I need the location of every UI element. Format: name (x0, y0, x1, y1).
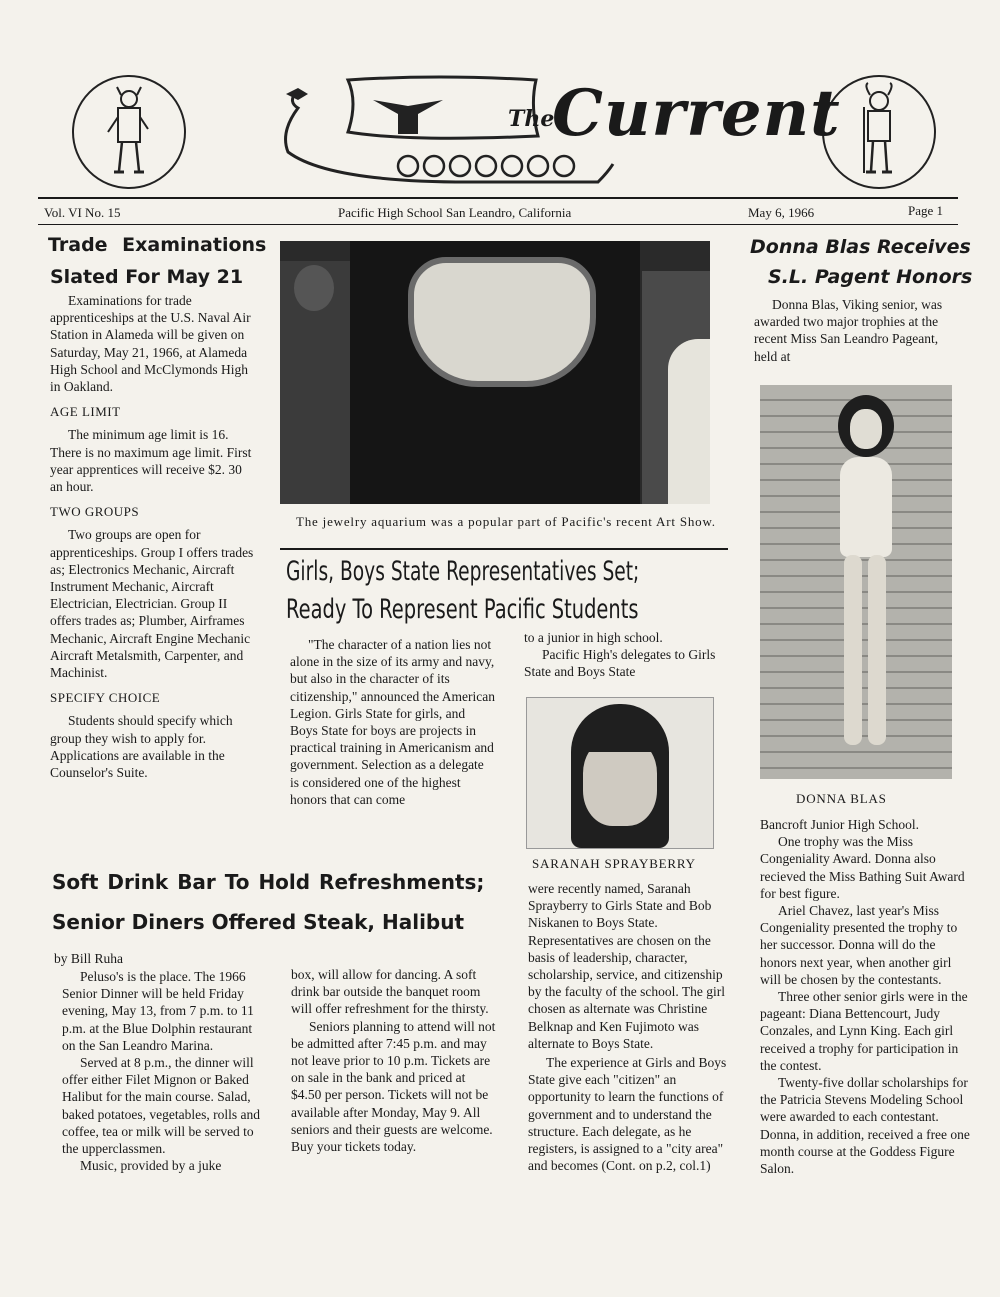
state-col2-carryover: to a junior in high school. (524, 630, 663, 645)
state-col2-p2: The experience at Girls and Boys State give each "citizen" an opportunity to learn the functions of government and to understand the structure. Each delegate, as he registers, is assigned to a "city area" and becomes (Cont. on p.2, col.1) (528, 1055, 727, 1174)
donna-intro-body (754, 296, 960, 365)
trade-subhead-specify: SPECIFY CHOICE (50, 690, 161, 706)
dinner-headline-2: Senior Diners Offered Steak, Halibut (52, 910, 465, 934)
art-show-photo (280, 241, 710, 504)
donna-caption: DONNA BLAS (796, 791, 887, 806)
left-viking-emblem (72, 75, 186, 189)
saranah-photo (526, 697, 714, 849)
state-col1-body (290, 636, 496, 808)
dinner-col2-p2: Seniors planning to attend will not be admitted after 7:45 p.m. and may not leave prior to 10 p.m. Tickets are on sale in the bank and priced at $4.50 per person. Tickets will not be available after Monday, May 9. All seniors and their guests are welcome. Buy your tickets today. (291, 1018, 496, 1155)
state-headline-1: Girls, Boys State Representatives Set; (286, 556, 640, 587)
state-col2-top (524, 629, 730, 681)
dinner-col1-p3: Music, provided by a juke (80, 1158, 222, 1174)
donna-silhouette-body (840, 457, 892, 557)
dinner-col1-p2: Served at 8 p.m., the dinner will offer either Filet Mignon or Baked Halibut for the main course. Salad, baked potatoes, vegetables, rolls and coffee, tea or milk will be served to the upperclassmen. (62, 1055, 260, 1157)
donna-headline-2: S.L. Pagent Honors (768, 266, 973, 288)
dinner-col1-body (62, 968, 268, 1174)
viking-figure-icon (74, 77, 184, 187)
donna-p1: One trophy was the Miss Congeniality Award. Donna also recieved the Miss Bathing Suit Award for best figure. (760, 834, 965, 901)
trade-intro: Examinations for trade apprenticeships at the U.S. Naval Air Station in Alameda will be given on Saturday, May 21, 1966, at Alameda High School and McClymonds High in Oakland. (50, 293, 251, 395)
center-divider-rule (280, 548, 728, 550)
donna-p4: Twenty-five dollar scholarships for the Patricia Stevens Modeling School were awarded to each contestant. Donna, in addition, received a free one month course at the Goddess Figure Salon. (760, 1075, 970, 1177)
dinner-col2-body (291, 966, 497, 1155)
folio-page: Page 1 (908, 203, 944, 218)
folio-volume: Vol. VI No. 15 (44, 205, 121, 220)
folio-school: Pacific High School San Leandro, California (338, 205, 572, 220)
state-col1-text: "The character of a nation lies not alone in the size of its army and navy, but also in the character of its citizenship," announced the American Legion. Girls State for girls, and Boys State for boys are projects in practical training in Americanism and government. Selection as a delegate is considered one of the highest honors that can come (290, 637, 495, 807)
donna-p3: Three other senior girls were in the pageant: Diana Bettencourt, Judy Conzales, and Lynn King. Each girl received a trophy for participation in the contest. (760, 989, 968, 1073)
folio-bottom-rule (38, 224, 958, 225)
masthead-title: Current (552, 76, 841, 151)
donna-blas-photo (760, 385, 952, 779)
dinner-byline: by Bill Ruha (54, 951, 124, 966)
state-col2-body (528, 880, 734, 1174)
donna-intro: Donna Blas, Viking senior, was awarded two major trophies at the recent Miss San Leandro Pageant, held at (754, 297, 943, 364)
saranah-caption: SARANAH SPRAYBERRY (532, 856, 696, 871)
trade-subhead-two-groups: TWO GROUPS (50, 504, 140, 520)
state-headline-2: Ready To Represent Pacific Students (286, 594, 639, 625)
viking-ship-logo (268, 72, 841, 190)
trade-headline-2: Slated For May 21 (50, 266, 244, 288)
donna-p0: Bancroft Junior High School. (760, 817, 919, 832)
masthead-the: The (508, 106, 555, 132)
trade-para-age: The minimum age limit is 16. There is no maximum age limit. First year apprentices will receive $2. 30 an hour. (50, 427, 252, 495)
donna-body (760, 816, 970, 1177)
donna-p2: Ariel Chavez, last year's Miss Congeniality presented the trophy to her successor. Donna will do the honors next year, when another girl will be chosen by the contestants. (760, 903, 958, 987)
state-col2-p1: were recently named, Saranah Sprayberry to Girls State and Bob Niskanen to Boys State. Representatives are chosen on the basis of leadership, character, scholarship, service, and citizenship by the faculty of the school. The girl chosen as alternate was Christine Belknap and Ken Fujimoto was alternate to Boys State. (528, 881, 725, 1051)
trade-article-body (50, 292, 256, 781)
trade-headline-1: Trade Examinations (48, 234, 267, 256)
folio-date: May 6, 1966 (748, 205, 815, 220)
dinner-col2-p1: box, will allow for dancing. A soft drink bar outside the banquet room will offer refreshment for the thirsty. (291, 967, 489, 1017)
trade-para-groups: Two groups are open for apprenticeships. Group I offers trades as; Electronics Mechanic, Aircraft Instrument Mechanic, Aircraft Electrician, Electrician. Group II offers trades as; Plumber, Airframes Mechanic, Aircraft Engine Mechanic Aircraft Metalsmith, Carpenter, and Machinist. (50, 527, 254, 681)
folio-top-rule (38, 197, 958, 199)
dinner-headline-1: Soft Drink Bar To Hold Refreshments; (52, 870, 485, 894)
dinner-col1-p1: Peluso's is the place. The 1966 Senior Dinner will be held Friday evening, May 13, from 7 p.m. to 11 p.m. at the Blue Dolphin restaurant on the San Leandro Marina. (62, 969, 254, 1053)
art-show-caption: The jewelry aquarium was a popular part of Pacific's recent Art Show. (296, 514, 716, 529)
state-col2-intro: Pacific High's delegates to Girls State and Boys State (524, 647, 716, 680)
trade-subhead-age-limit: AGE LIMIT (50, 404, 121, 420)
jewelry-aquarium-shape (408, 257, 596, 387)
trade-para-specify: Students should specify which group they wish to apply for. Applications are available in the Counselor's Suite. (50, 713, 233, 781)
donna-headline-1: Donna Blas Receives (750, 236, 971, 258)
